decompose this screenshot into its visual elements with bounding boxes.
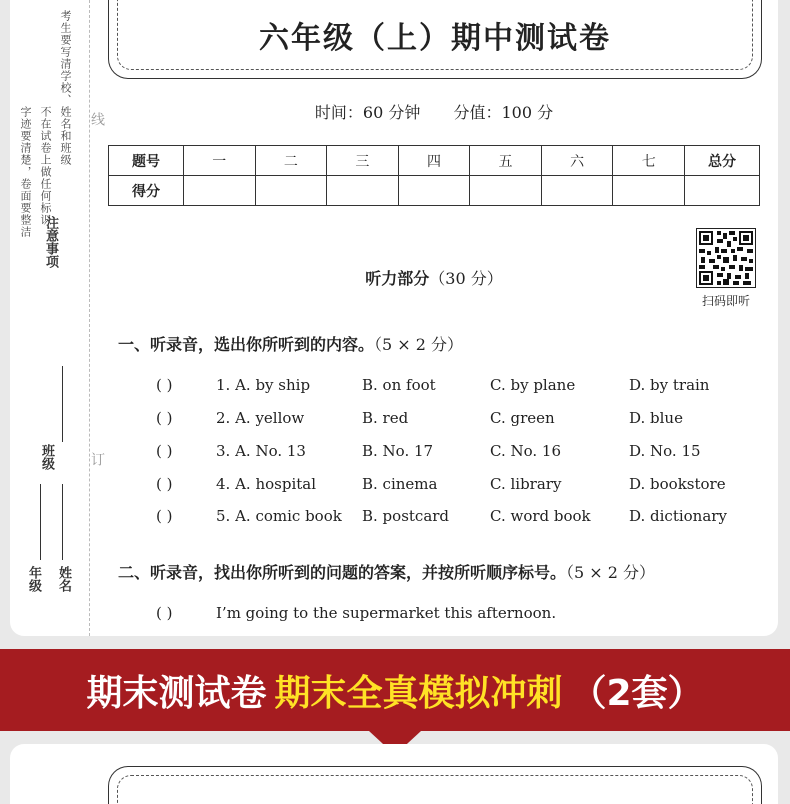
class-line: [62, 366, 63, 442]
score-cell[interactable]: [613, 176, 685, 206]
answer-bracket[interactable]: ( ): [156, 475, 173, 493]
score-table-col: 六: [541, 146, 613, 176]
section2-points: （5 × 2 分）: [566, 563, 656, 582]
promo-banner: [0, 649, 790, 731]
listening-title: 听力部分: [365, 269, 430, 288]
score-table-header: 题号: [109, 146, 184, 176]
title-inner-frame: [117, 0, 753, 70]
exam-paper-page: [10, 0, 778, 636]
next-title-frame: [108, 766, 762, 804]
section1-heading: [118, 332, 463, 355]
score-cell[interactable]: [327, 176, 399, 206]
exam-score-value: 分值：100 分: [453, 103, 554, 122]
listening-points: （30 分）: [429, 269, 503, 288]
answer-bracket[interactable]: ( ): [156, 409, 173, 427]
option-c: C. green: [490, 409, 555, 427]
option-d: D. bookstore: [629, 475, 726, 493]
answer-bracket[interactable]: ( ): [156, 442, 173, 460]
next-paper-preview: [10, 744, 778, 804]
option-d: D. dictionary: [629, 507, 727, 525]
option-a: 2. A. yellow: [216, 409, 305, 427]
question-row: [156, 507, 776, 529]
class-label: 班级: [39, 444, 54, 470]
ding-mark: 订: [89, 452, 105, 467]
note-line-2: 不在试卷上做任何标识: [39, 106, 52, 226]
score-cell[interactable]: [398, 176, 470, 206]
option-a: 3. A. No. 13: [216, 442, 306, 460]
answer-option-text: I’m going to the supermarket this afternoon.: [216, 604, 557, 622]
listening-heading: [108, 266, 760, 289]
score-table-row: [109, 146, 760, 176]
banner-text-suffix: （2套）: [570, 672, 704, 714]
paper-title: 六年级（上）期中测试卷: [259, 20, 611, 56]
binding-dashed-line: [89, 0, 90, 636]
binding-margin: [10, 0, 105, 636]
score-table-header: 得分: [109, 176, 184, 206]
score-table-col: 四: [398, 146, 470, 176]
score-cell[interactable]: [470, 176, 542, 206]
name-line: [62, 484, 63, 560]
option-b: B. red: [362, 409, 409, 427]
option-d: D. by train: [629, 376, 710, 394]
answer-bracket[interactable]: ( ): [156, 604, 173, 622]
section1-title: 一、听录音，选出你所听到的内容。: [118, 335, 375, 354]
score-cell[interactable]: [255, 176, 327, 206]
banner-text-white: 期末测试卷: [86, 672, 267, 714]
section1-points: （5 × 2 分）: [374, 335, 464, 354]
answer-bracket[interactable]: ( ): [156, 376, 173, 394]
section2-title: 二、听录音，找出你所听到的问题的答案，并按所听顺序标号。: [118, 563, 567, 582]
exam-time: 时间：60 分钟: [314, 103, 421, 122]
option-a: 4. A. hospital: [216, 475, 317, 493]
notes-title: 注意事项: [43, 216, 58, 268]
option-c: C. word book: [490, 507, 591, 525]
option-c: C. No. 16: [490, 442, 561, 460]
score-table-col: 五: [470, 146, 542, 176]
question-row: [156, 376, 776, 398]
option-c: C. library: [490, 475, 562, 493]
note-line-3: 字迹要清楚，卷面要整洁: [19, 106, 32, 238]
option-a: 1. A. by ship: [216, 376, 311, 394]
option-c: C. by plane: [490, 376, 576, 394]
score-cell[interactable]: [541, 176, 613, 206]
option-b: B. on foot: [362, 376, 436, 394]
score-table-col: 三: [327, 146, 399, 176]
grade-label: 年级: [26, 566, 41, 592]
xian-mark: 线: [89, 112, 105, 127]
question-row: [156, 442, 776, 464]
note-line-1: 考生要写清学校、姓名和班级: [59, 10, 72, 166]
section2-heading: [118, 560, 655, 583]
banner-text-highlight: 期末全真模拟冲刺: [274, 672, 563, 714]
exam-info: [108, 100, 760, 123]
score-cell[interactable]: [685, 176, 760, 206]
question-row: [156, 604, 776, 626]
score-table-col: 七: [613, 146, 685, 176]
qr-caption: 扫码即听: [701, 294, 750, 308]
question-row: [156, 409, 776, 431]
option-b: B. No. 17: [362, 442, 434, 460]
question-row: [156, 475, 776, 497]
option-d: D. blue: [629, 409, 683, 427]
option-a: 5. A. comic book: [216, 507, 342, 525]
grade-line: [40, 484, 41, 560]
option-d: D. No. 15: [629, 442, 701, 460]
score-cell[interactable]: [184, 176, 256, 206]
score-table-col: 二: [255, 146, 327, 176]
title-frame: [108, 0, 762, 79]
name-label: 姓名: [56, 566, 71, 592]
score-table-col: 总分: [685, 146, 760, 176]
score-table-col: 一: [184, 146, 256, 176]
option-b: B. postcard: [362, 507, 450, 525]
score-table: [108, 145, 760, 206]
score-table-row: [109, 176, 760, 206]
option-b: B. cinema: [362, 475, 438, 493]
answer-bracket[interactable]: ( ): [156, 507, 173, 525]
